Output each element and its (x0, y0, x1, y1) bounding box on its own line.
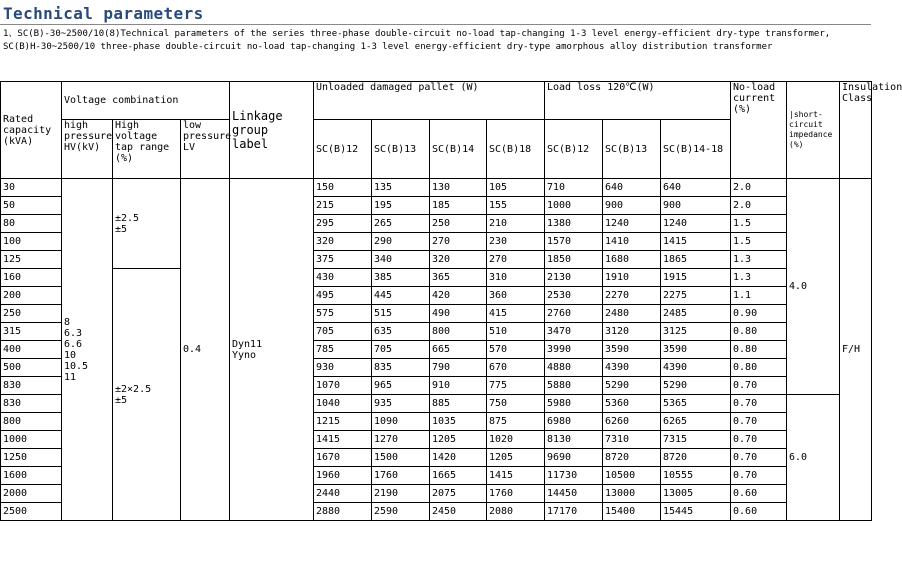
cell-unloaded-sc12: 1415 (314, 431, 372, 449)
cell-no-load-current: 0.60 (731, 485, 787, 503)
table-row (1, 179, 872, 197)
cell-load-sc12: 17170 (545, 503, 603, 521)
cell-load-sc14-18: 7315 (661, 431, 731, 449)
cell-load-sc14-18: 1865 (661, 251, 731, 269)
cell-no-load-current: 1.5 (731, 233, 787, 251)
cell-unloaded-sc12: 495 (314, 287, 372, 305)
cell-unloaded-sc12: 295 (314, 215, 372, 233)
cell-unloaded-sc18: 510 (487, 323, 545, 341)
cell-unloaded-sc18: 750 (487, 395, 545, 413)
cell-unloaded-sc18: 415 (487, 305, 545, 323)
cell-load-sc14-18: 8720 (661, 449, 731, 467)
header-unloaded-sc14: SC(B)14 (430, 120, 487, 179)
cell-load-sc14-18: 5290 (661, 377, 731, 395)
cell-unloaded-sc18: 570 (487, 341, 545, 359)
cell-unloaded-sc18: 1020 (487, 431, 545, 449)
cell-unloaded-sc13: 2590 (372, 503, 430, 521)
cell-no-load-current: 0.80 (731, 359, 787, 377)
cell-no-load-current: 0.70 (731, 431, 787, 449)
cell-no-load-current: 2.0 (731, 197, 787, 215)
cell-unloaded-sc14: 490 (430, 305, 487, 323)
cell-load-sc14-18: 4390 (661, 359, 731, 377)
cell-load-sc13: 1680 (603, 251, 661, 269)
cell-no-load-current: 0.90 (731, 305, 787, 323)
cell-unloaded-sc14: 1205 (430, 431, 487, 449)
cell-unloaded-sc14: 130 (430, 179, 487, 197)
cell-unloaded-sc12: 2880 (314, 503, 372, 521)
cell-capacity: 830 (1, 377, 62, 395)
cell-no-load-current: 1.3 (731, 251, 787, 269)
cell-load-sc12: 1000 (545, 197, 603, 215)
header-unloaded-loss: Unloaded damaged pallet (W) (314, 82, 545, 120)
cell-unloaded-sc12: 2440 (314, 485, 372, 503)
cell-unloaded-sc14: 2450 (430, 503, 487, 521)
header-rated-capacity: Rated capacity (kVA) (1, 82, 62, 179)
header-load-sc12: SC(B)12 (545, 120, 603, 179)
cell-unloaded-sc12: 375 (314, 251, 372, 269)
cell-load-sc14-18: 1240 (661, 215, 731, 233)
cell-unloaded-sc13: 1090 (372, 413, 430, 431)
cell-no-load-current: 1.5 (731, 215, 787, 233)
cell-load-sc13: 2480 (603, 305, 661, 323)
cell-no-load-current: 0.70 (731, 377, 787, 395)
cell-unloaded-sc13: 1270 (372, 431, 430, 449)
parameters-table (0, 81, 902, 521)
cell-unloaded-sc13: 705 (372, 341, 430, 359)
cell-tap-range-2: ±2×2.5 ±5 (113, 269, 181, 521)
cell-load-sc14-18: 10555 (661, 467, 731, 485)
cell-load-sc14-18: 2485 (661, 305, 731, 323)
cell-unloaded-sc18: 2080 (487, 503, 545, 521)
cell-load-sc13: 5360 (603, 395, 661, 413)
cell-unloaded-sc18: 155 (487, 197, 545, 215)
cell-unloaded-sc13: 835 (372, 359, 430, 377)
cell-impedance-2: 6.0 (787, 395, 840, 521)
cell-capacity: 250 (1, 305, 62, 323)
cell-tap-range-1: ±2.5 ±5 (113, 179, 181, 269)
cell-load-sc13: 1910 (603, 269, 661, 287)
cell-unloaded-sc13: 515 (372, 305, 430, 323)
cell-load-sc13: 3590 (603, 341, 661, 359)
cell-linkage-group: Dyn11 Yyno (230, 179, 314, 521)
cell-unloaded-sc14: 320 (430, 251, 487, 269)
cell-load-sc14-18: 2275 (661, 287, 731, 305)
cell-unloaded-sc13: 340 (372, 251, 430, 269)
header-hv: high pressure HV(kV) (62, 120, 113, 179)
cell-unloaded-sc18: 1760 (487, 485, 545, 503)
description-text: 1、SC(B)-30~2500/10(8)Technical parameters of the series three-phase double-circuit no-load tap-changing 1-3 level energy-efficient dry-type transformer, SC(B)H-30~2500/10 three-phase double-circuit no-load tap-changing 1-3 level energy-efficient dry-type amorphous alloy distribution transformer (3, 29, 831, 52)
cell-unloaded-sc13: 195 (372, 197, 430, 215)
cell-unloaded-sc12: 1070 (314, 377, 372, 395)
table-body (1, 179, 872, 521)
cell-unloaded-sc13: 445 (372, 287, 430, 305)
cell-capacity: 50 (1, 197, 62, 215)
cell-no-load-current: 1.3 (731, 269, 787, 287)
cell-unloaded-sc18: 1415 (487, 467, 545, 485)
header-load-sc14-18: SC(B)14-18 (661, 120, 731, 179)
cell-unloaded-sc18: 230 (487, 233, 545, 251)
cell-unloaded-sc12: 1960 (314, 467, 372, 485)
cell-load-sc13: 8720 (603, 449, 661, 467)
cell-unloaded-sc14: 1420 (430, 449, 487, 467)
cell-unloaded-sc14: 365 (430, 269, 487, 287)
cell-unloaded-sc14: 885 (430, 395, 487, 413)
cell-load-sc13: 7310 (603, 431, 661, 449)
cell-capacity: 100 (1, 233, 62, 251)
cell-unloaded-sc13: 1760 (372, 467, 430, 485)
cell-insulation-class: F/H (840, 179, 872, 521)
cell-no-load-current: 1.1 (731, 287, 787, 305)
header-unloaded-sc18: SC(B)18 (487, 120, 545, 179)
cell-unloaded-sc13: 290 (372, 233, 430, 251)
cell-unloaded-sc14: 1665 (430, 467, 487, 485)
cell-load-sc13: 13000 (603, 485, 661, 503)
cell-unloaded-sc12: 1040 (314, 395, 372, 413)
cell-load-sc13: 3120 (603, 323, 661, 341)
cell-unloaded-sc13: 385 (372, 269, 430, 287)
title-divider (0, 24, 871, 25)
cell-load-sc12: 9690 (545, 449, 603, 467)
cell-load-sc12: 14450 (545, 485, 603, 503)
cell-unloaded-sc13: 935 (372, 395, 430, 413)
cell-load-sc12: 4880 (545, 359, 603, 377)
cell-unloaded-sc14: 910 (430, 377, 487, 395)
header-unloaded-sc12: SC(B)12 (314, 120, 372, 179)
cell-load-sc14-18: 1415 (661, 233, 731, 251)
cell-unloaded-sc12: 785 (314, 341, 372, 359)
cell-capacity: 80 (1, 215, 62, 233)
header-lv: low pressure LV (181, 120, 230, 179)
cell-load-sc14-18: 6265 (661, 413, 731, 431)
cell-unloaded-sc12: 150 (314, 179, 372, 197)
cell-unloaded-sc13: 265 (372, 215, 430, 233)
cell-no-load-current: 0.80 (731, 323, 787, 341)
cell-unloaded-sc12: 320 (314, 233, 372, 251)
cell-unloaded-sc18: 210 (487, 215, 545, 233)
cell-unloaded-sc13: 2190 (372, 485, 430, 503)
cell-unloaded-sc12: 705 (314, 323, 372, 341)
cell-load-sc14-18: 1915 (661, 269, 731, 287)
header-tap-range: High voltage tap range (%) (113, 120, 181, 179)
cell-unloaded-sc14: 1035 (430, 413, 487, 431)
page-title: Technical parameters (3, 4, 204, 23)
cell-load-sc14-18: 15445 (661, 503, 731, 521)
cell-unloaded-sc13: 1500 (372, 449, 430, 467)
cell-no-load-current: 0.70 (731, 413, 787, 431)
cell-load-sc12: 5880 (545, 377, 603, 395)
cell-unloaded-sc12: 215 (314, 197, 372, 215)
cell-load-sc12: 2130 (545, 269, 603, 287)
cell-unloaded-sc14: 665 (430, 341, 487, 359)
header-unloaded-sc13: SC(B)13 (372, 120, 430, 179)
header-short-circuit-impedance: |short-circuit impedance (%) (787, 82, 840, 179)
cell-capacity: 800 (1, 413, 62, 431)
header-insulation-class: Insulation Class (840, 82, 872, 179)
cell-unloaded-sc14: 420 (430, 287, 487, 305)
cell-capacity: 500 (1, 359, 62, 377)
cell-load-sc14-18: 640 (661, 179, 731, 197)
cell-unloaded-sc12: 1215 (314, 413, 372, 431)
cell-unloaded-sc18: 875 (487, 413, 545, 431)
cell-capacity: 1250 (1, 449, 62, 467)
cell-unloaded-sc12: 430 (314, 269, 372, 287)
cell-capacity: 2000 (1, 485, 62, 503)
cell-load-sc12: 8130 (545, 431, 603, 449)
cell-unloaded-sc13: 965 (372, 377, 430, 395)
cell-load-sc12: 11730 (545, 467, 603, 485)
cell-unloaded-sc14: 185 (430, 197, 487, 215)
cell-unloaded-sc14: 270 (430, 233, 487, 251)
cell-load-sc12: 1570 (545, 233, 603, 251)
cell-capacity: 830 (1, 395, 62, 413)
cell-unloaded-sc14: 2075 (430, 485, 487, 503)
cell-unloaded-sc12: 575 (314, 305, 372, 323)
cell-load-sc13: 4390 (603, 359, 661, 377)
cell-no-load-current: 0.70 (731, 467, 787, 485)
cell-capacity: 125 (1, 251, 62, 269)
cell-impedance-1: 4.0 (787, 179, 840, 395)
cell-load-sc13: 640 (603, 179, 661, 197)
cell-no-load-current: 2.0 (731, 179, 787, 197)
cell-unloaded-sc18: 360 (487, 287, 545, 305)
cell-unloaded-sc13: 635 (372, 323, 430, 341)
cell-load-sc13: 2270 (603, 287, 661, 305)
cell-capacity: 2500 (1, 503, 62, 521)
cell-load-sc12: 710 (545, 179, 603, 197)
cell-load-sc13: 1410 (603, 233, 661, 251)
cell-capacity: 200 (1, 287, 62, 305)
cell-load-sc12: 6980 (545, 413, 603, 431)
cell-capacity: 1000 (1, 431, 62, 449)
table-row (1, 269, 872, 287)
cell-capacity: 30 (1, 179, 62, 197)
header-linkage-group: Linkage group label (230, 82, 314, 179)
cell-load-sc14-18: 13005 (661, 485, 731, 503)
cell-unloaded-sc14: 800 (430, 323, 487, 341)
cell-unloaded-sc18: 270 (487, 251, 545, 269)
cell-load-sc12: 5980 (545, 395, 603, 413)
cell-load-sc13: 10500 (603, 467, 661, 485)
cell-capacity: 1600 (1, 467, 62, 485)
cell-lv-value: 0.4 (181, 179, 230, 521)
cell-load-sc12: 2760 (545, 305, 603, 323)
header-load-loss: Load loss 120℃(W) (545, 82, 731, 120)
cell-no-load-current: 0.70 (731, 449, 787, 467)
cell-load-sc14-18: 900 (661, 197, 731, 215)
cell-unloaded-sc14: 790 (430, 359, 487, 377)
cell-load-sc13: 900 (603, 197, 661, 215)
cell-load-sc13: 6260 (603, 413, 661, 431)
cell-unloaded-sc12: 930 (314, 359, 372, 377)
cell-load-sc12: 2530 (545, 287, 603, 305)
cell-unloaded-sc13: 135 (372, 179, 430, 197)
header-voltage-combination: Voltage combination (62, 82, 230, 120)
cell-unloaded-sc18: 310 (487, 269, 545, 287)
cell-no-load-current: 0.60 (731, 503, 787, 521)
cell-load-sc12: 1850 (545, 251, 603, 269)
cell-load-sc14-18: 3590 (661, 341, 731, 359)
cell-capacity: 400 (1, 341, 62, 359)
cell-load-sc13: 15400 (603, 503, 661, 521)
cell-no-load-current: 0.80 (731, 341, 787, 359)
cell-hv-values: 8 6.3 6.6 10 10.5 11 (62, 179, 113, 521)
cell-load-sc12: 1380 (545, 215, 603, 233)
cell-unloaded-sc14: 250 (430, 215, 487, 233)
cell-no-load-current: 0.70 (731, 395, 787, 413)
cell-load-sc14-18: 3125 (661, 323, 731, 341)
header-no-load-current: No-load current (%) (731, 82, 787, 179)
cell-load-sc13: 5290 (603, 377, 661, 395)
cell-load-sc12: 3470 (545, 323, 603, 341)
cell-load-sc12: 3990 (545, 341, 603, 359)
cell-unloaded-sc18: 775 (487, 377, 545, 395)
cell-unloaded-sc18: 105 (487, 179, 545, 197)
header-load-sc13: SC(B)13 (603, 120, 661, 179)
cell-load-sc14-18: 5365 (661, 395, 731, 413)
cell-capacity: 315 (1, 323, 62, 341)
cell-unloaded-sc18: 670 (487, 359, 545, 377)
cell-unloaded-sc12: 1670 (314, 449, 372, 467)
cell-load-sc13: 1240 (603, 215, 661, 233)
cell-capacity: 160 (1, 269, 62, 287)
cell-unloaded-sc18: 1205 (487, 449, 545, 467)
